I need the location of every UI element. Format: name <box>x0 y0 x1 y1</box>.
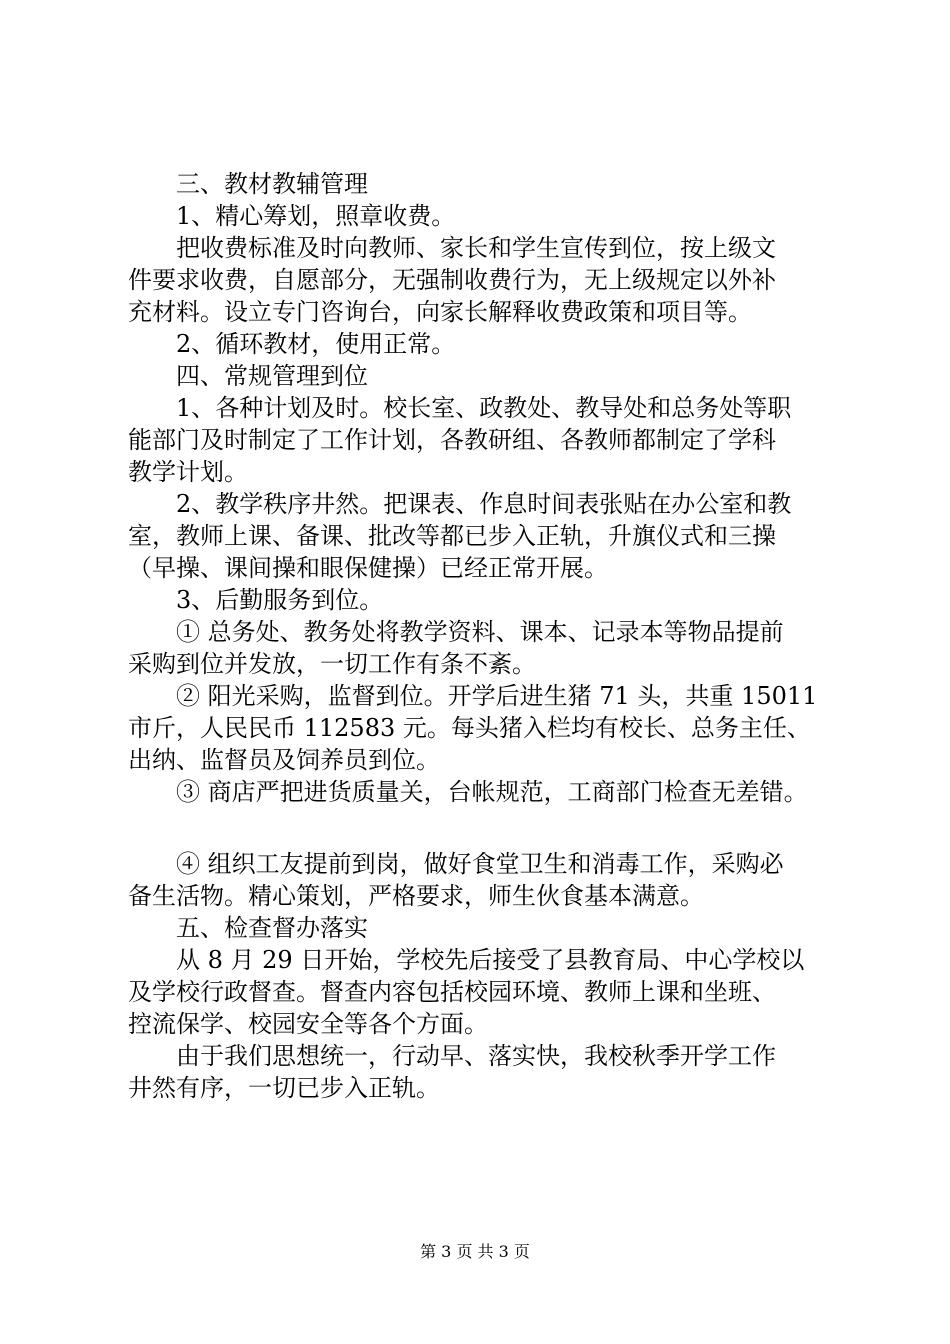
subheading-fees: 1、精心筹划，照章收费。 <box>176 202 456 230</box>
subheading-textbooks: 2、循环教材，使用正常。 <box>176 330 456 358</box>
paragraph-line: 及学校行政督查。督查内容包括校园环境、教师上课和坐班、 <box>128 978 776 1006</box>
paragraph-gap <box>128 808 833 848</box>
paragraph-line: 由于我们思想统一，行动早、落实快，我校秋季开学工作 <box>176 1042 776 1070</box>
paragraph-line: 2、教学秩序井然。把课表、作息时间表张贴在办公室和教 <box>176 490 792 518</box>
paragraph-line: 件要求收费，自愿部分，无强制收费行为，无上级规定以外补 <box>128 266 776 294</box>
paragraph-line: ④ 组织工友提前到岗，做好食堂卫生和消毒工作，采购必 <box>176 850 784 878</box>
section-heading-3: 三、教材教辅管理 <box>176 170 368 198</box>
paragraph-line: ② 阳光采购，监督到位。开学后进生猪 71 头，共重 15011 <box>176 682 818 710</box>
section-heading-4: 四、常规管理到位 <box>176 362 368 390</box>
paragraph-line: 出纳、监督员及饲养员到位。 <box>128 746 440 774</box>
paragraph-line: 备生活物。精心策划，严格要求，师生伙食基本满意。 <box>128 882 704 910</box>
paragraph-line: 教学计划。 <box>128 458 248 486</box>
paragraph-line: ① 总务处、教务处将教学资料、课本、记录本等物品提前 <box>176 618 784 646</box>
paragraph-line: 能部门及时制定了工作计划，各教研组、各教师都制定了学科 <box>128 426 776 454</box>
paragraph-line: 充材料。设立专门咨询台，向家长解释收费政策和项目等。 <box>128 298 752 326</box>
paragraph-line: 采购到位并发放，一切工作有条不紊。 <box>128 650 536 678</box>
paragraph-line: 1、各种计划及时。校长室、政教处、教导处和总务处等职 <box>176 394 792 422</box>
section-heading-5: 五、检查督办落实 <box>176 914 368 942</box>
page-number-footer: 第 3 页 共 3 页 <box>420 1242 530 1261</box>
paragraph-line: 从 8 月 29 日开始，学校先后接受了县教育局、中心学校以 <box>176 946 805 974</box>
paragraph-line: 室，教师上课、备课、批改等都已步入正轨，升旗仪式和三操 <box>128 522 776 550</box>
paragraph-line: ③ 商店严把进货质量关，台帐规范，工商部门检查无差错。 <box>176 778 808 806</box>
paragraph-line: 井然有序，一切已步入正轨。 <box>128 1074 440 1102</box>
paragraph-line: 控流保学、校园安全等各个方面。 <box>128 1010 488 1038</box>
paragraph-line: （早操、课间操和眼保健操）已经正常开展。 <box>128 554 608 582</box>
paragraph-line: 市斤，人民民币 112583 元。每头猪入栏均有校长、总务主任、 <box>128 714 811 742</box>
paragraph-line: 把收费标准及时向教师、家长和学生宣传到位，按上级文 <box>176 234 776 262</box>
document-body <box>128 168 833 1104</box>
subheading-logistics: 3、后勤服务到位。 <box>176 586 384 614</box>
